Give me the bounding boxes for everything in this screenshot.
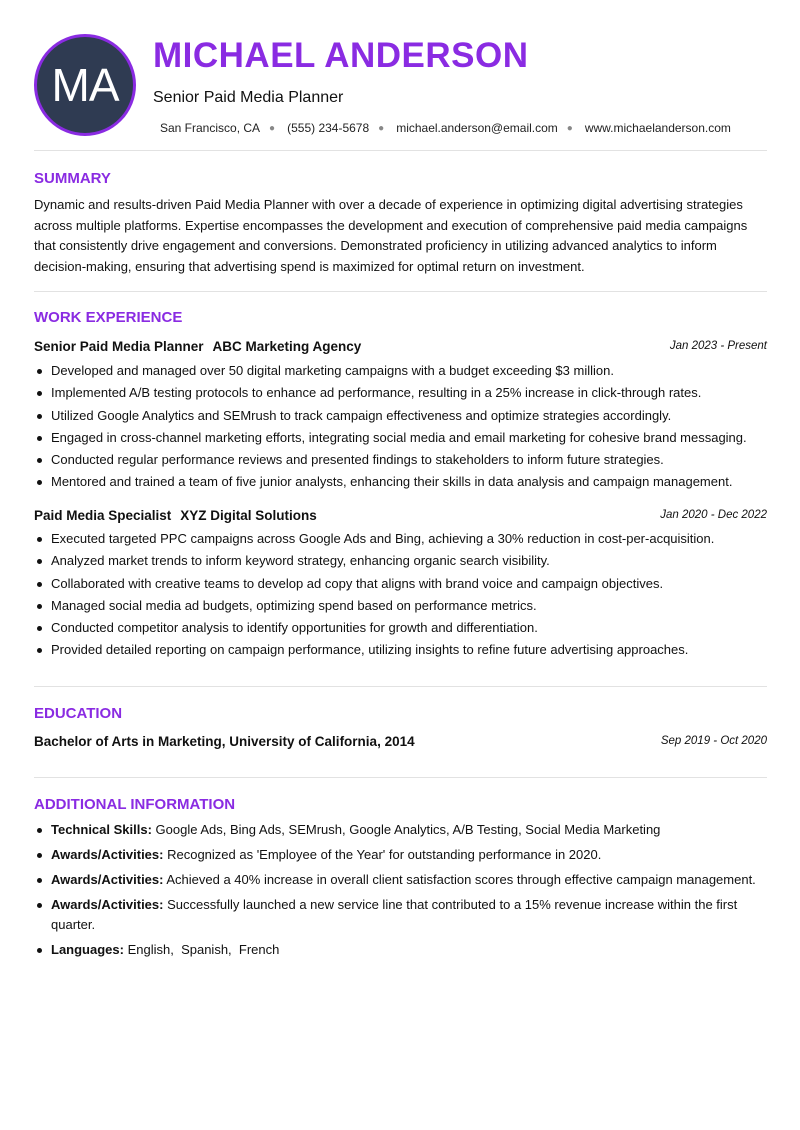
education-dates: Sep 2019 - Oct 2020 <box>660 735 767 747</box>
list-item: Provided detailed reporting on campaign performance, utilizing insights to refine future advertising approaches. <box>34 639 774 661</box>
info-label: Awards/Activities: <box>51 897 164 912</box>
candidate-title: Senior Paid Media Planner <box>153 89 344 106</box>
info-text: English, Spanish, French <box>127 942 280 957</box>
education-heading: EDUCATION <box>34 705 123 722</box>
separator-dot-icon: ● <box>378 122 385 134</box>
list-item: Collaborated with creative teams to develop ad copy that aligns with brand voice and campaign objectives. <box>34 573 774 595</box>
list-item: Mentored and trained a team of five junior analysts, enhancing their skills in data analysis and campaign management. <box>34 471 774 493</box>
list-item: Engaged in cross-channel marketing efforts, integrating social media and email marketing for cohesive brand messaging. <box>34 427 774 449</box>
list-item <box>34 940 769 960</box>
list-item: Implemented A/B testing protocols to enhance ad performance, resulting in a 25% increase in click-through rates. <box>34 382 774 404</box>
section-divider <box>34 150 767 151</box>
info-label: Awards/Activities: <box>51 847 164 862</box>
job-dates: Jan 2020 - Dec 2022 <box>660 509 767 521</box>
job-bullets <box>34 528 774 662</box>
separator-dot-icon: ● <box>269 122 276 134</box>
avatar <box>34 34 136 136</box>
list-item: Conducted competitor analysis to identify opportunities for growth and differentiation. <box>34 617 774 639</box>
list-item: Utilized Google Analytics and SEMrush to track campaign effectiveness and optimize strategies accordingly. <box>34 405 774 427</box>
summary-heading: SUMMARY <box>34 170 111 187</box>
job-role: Paid Media Specialist <box>34 508 172 523</box>
list-item <box>34 845 769 865</box>
separator-dot-icon: ● <box>566 122 573 134</box>
education-entry <box>34 733 767 751</box>
list-item <box>34 870 769 890</box>
list-item: Analyzed market trends to inform keyword strategy, enhancing organic search visibility. <box>34 550 774 572</box>
job-header <box>34 507 767 525</box>
contact-bar <box>160 121 731 135</box>
contact-email[interactable]: michael.anderson@email.com <box>396 121 558 135</box>
info-text: Google Ads, Bing Ads, SEMrush, Google Analytics, A/B Testing, Social Media Marketing <box>155 822 661 837</box>
info-label: Technical Skills: <box>51 822 152 837</box>
section-divider <box>34 777 767 778</box>
contact-location: San Francisco, CA <box>160 121 261 135</box>
job-dates: Jan 2023 - Present <box>669 340 767 352</box>
job-header <box>34 338 767 356</box>
experience-heading: WORK EXPERIENCE <box>34 309 183 326</box>
candidate-name: MICHAEL ANDERSON <box>153 36 529 75</box>
education-degree: Bachelor of Arts in Marketing, University of California, 2014 <box>34 734 415 749</box>
list-item: Conducted regular performance reviews and presented findings to stakeholders to inform future strategies. <box>34 449 774 471</box>
section-divider <box>34 291 767 292</box>
info-text: Recognized as 'Employee of the Year' for outstanding performance in 2020. <box>167 847 602 862</box>
info-label: Languages: <box>51 942 124 957</box>
list-item <box>34 820 769 840</box>
info-text: Successfully launched a new service line that contributed to a 15% revenue increase within the first quarter. <box>51 897 738 932</box>
list-item: Developed and managed over 50 digital marketing campaigns with a budget exceeding $3 million. <box>34 360 774 382</box>
additional-list <box>34 820 769 965</box>
summary-text: Dynamic and results-driven Paid Media Planner with over a decade of experience in optimizing digital advertising strategies across multiple platforms. Expertise encompasses the development and execution of comprehensive paid media campaigns that consistently drive engagement and conversions. Demonstrated proficiency in utilizing advanced analytics to inform decision-making, ensuring that advertising spend is maximized for optimal return on investment. <box>34 197 748 274</box>
section-divider <box>34 686 767 687</box>
info-label: Awards/Activities: <box>51 872 164 887</box>
contact-website[interactable]: www.michaelanderson.com <box>584 121 731 135</box>
info-text: Achieved a 40% increase in overall client satisfaction scores through effective campaign management. <box>166 872 756 887</box>
job-company: ABC Marketing Agency <box>212 339 362 354</box>
job-company: XYZ Digital Solutions <box>180 508 317 523</box>
list-item: Executed targeted PPC campaigns across Google Ads and Bing, achieving a 30% reduction in cost-per-acquisition. <box>34 528 774 550</box>
list-item <box>34 895 769 935</box>
job-role: Senior Paid Media Planner <box>34 339 204 354</box>
list-item: Managed social media ad budgets, optimizing spend based on performance metrics. <box>34 595 774 617</box>
contact-phone: (555) 234-5678 <box>287 121 370 135</box>
additional-heading: ADDITIONAL INFORMATION <box>34 796 236 813</box>
avatar-initials: MA <box>51 59 119 111</box>
job-bullets <box>34 360 774 494</box>
